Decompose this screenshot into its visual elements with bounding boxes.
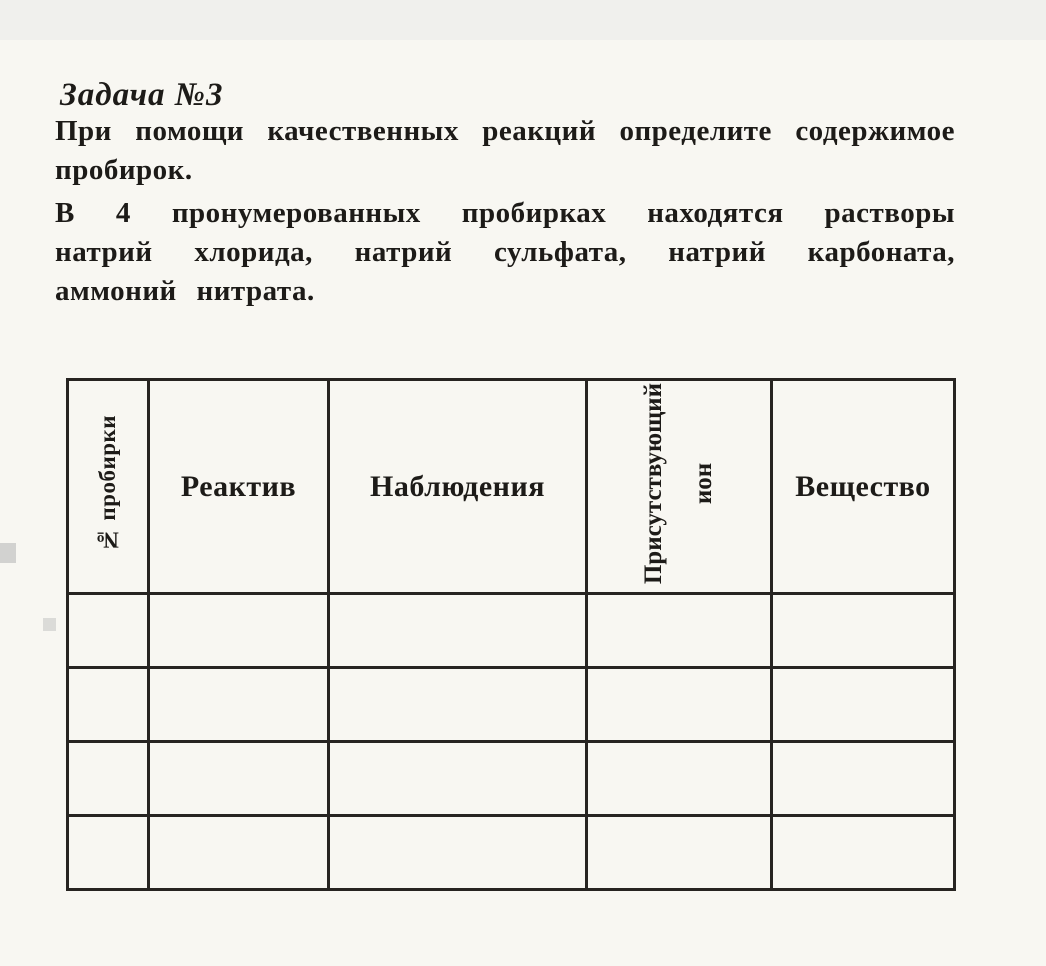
- table-cell: [329, 594, 587, 668]
- reagent-label: Реактив: [180, 469, 297, 503]
- table-row: [68, 816, 955, 890]
- table-cell: [772, 816, 955, 890]
- table-cell: [772, 594, 955, 668]
- table-cell: [587, 742, 772, 816]
- table-cell: [329, 742, 587, 816]
- table-row: [68, 594, 955, 668]
- substance-label: Вещество: [795, 469, 931, 503]
- tube-number-vertical-label: № пробирки: [95, 415, 120, 553]
- scan-artifact: [0, 543, 16, 563]
- table-cell: [68, 816, 149, 890]
- table-row: [68, 668, 955, 742]
- header-row: [68, 380, 955, 594]
- table-cell: [68, 742, 149, 816]
- column-header-observations: [329, 380, 587, 594]
- observations-label: Наблюдения: [370, 469, 545, 503]
- results-table-container: [66, 378, 956, 891]
- column-header-present-ion: [587, 380, 772, 594]
- table-cell: [772, 668, 955, 742]
- task-paragraph-2: В 4 пронумерованных пробирках находятся растворы натрий хлорида, натрий сульфата, натрий карбоната, аммоний нитрата.: [55, 197, 955, 307]
- table-cell: [149, 742, 329, 816]
- table-cell: [68, 594, 149, 668]
- table-cell: [772, 742, 955, 816]
- scan-artifact: [43, 618, 56, 631]
- table-cell: [149, 816, 329, 890]
- results-table: [66, 378, 956, 891]
- present-ion-label-line2: ион: [690, 463, 717, 505]
- table-cell: [329, 668, 587, 742]
- column-header-reagent: [149, 380, 329, 594]
- present-ion-label-line1: Присутствующий: [640, 383, 667, 585]
- task-description: [55, 112, 955, 311]
- scan-top-band: [0, 0, 1046, 40]
- table-cell: [587, 594, 772, 668]
- column-header-tube-number: [68, 380, 149, 594]
- table-cell: [329, 816, 587, 890]
- table-cell: [587, 816, 772, 890]
- column-header-substance: [772, 380, 955, 594]
- present-ion-vertical-label: [629, 383, 729, 584]
- table-cell: [68, 668, 149, 742]
- task-paragraph-1: При помощи качественных реакций определите содержимое пробирок.: [55, 115, 955, 186]
- table-row: [68, 742, 955, 816]
- table-cell: [587, 668, 772, 742]
- table-cell: [149, 668, 329, 742]
- table-cell: [149, 594, 329, 668]
- task-title: Задача №3: [60, 77, 224, 114]
